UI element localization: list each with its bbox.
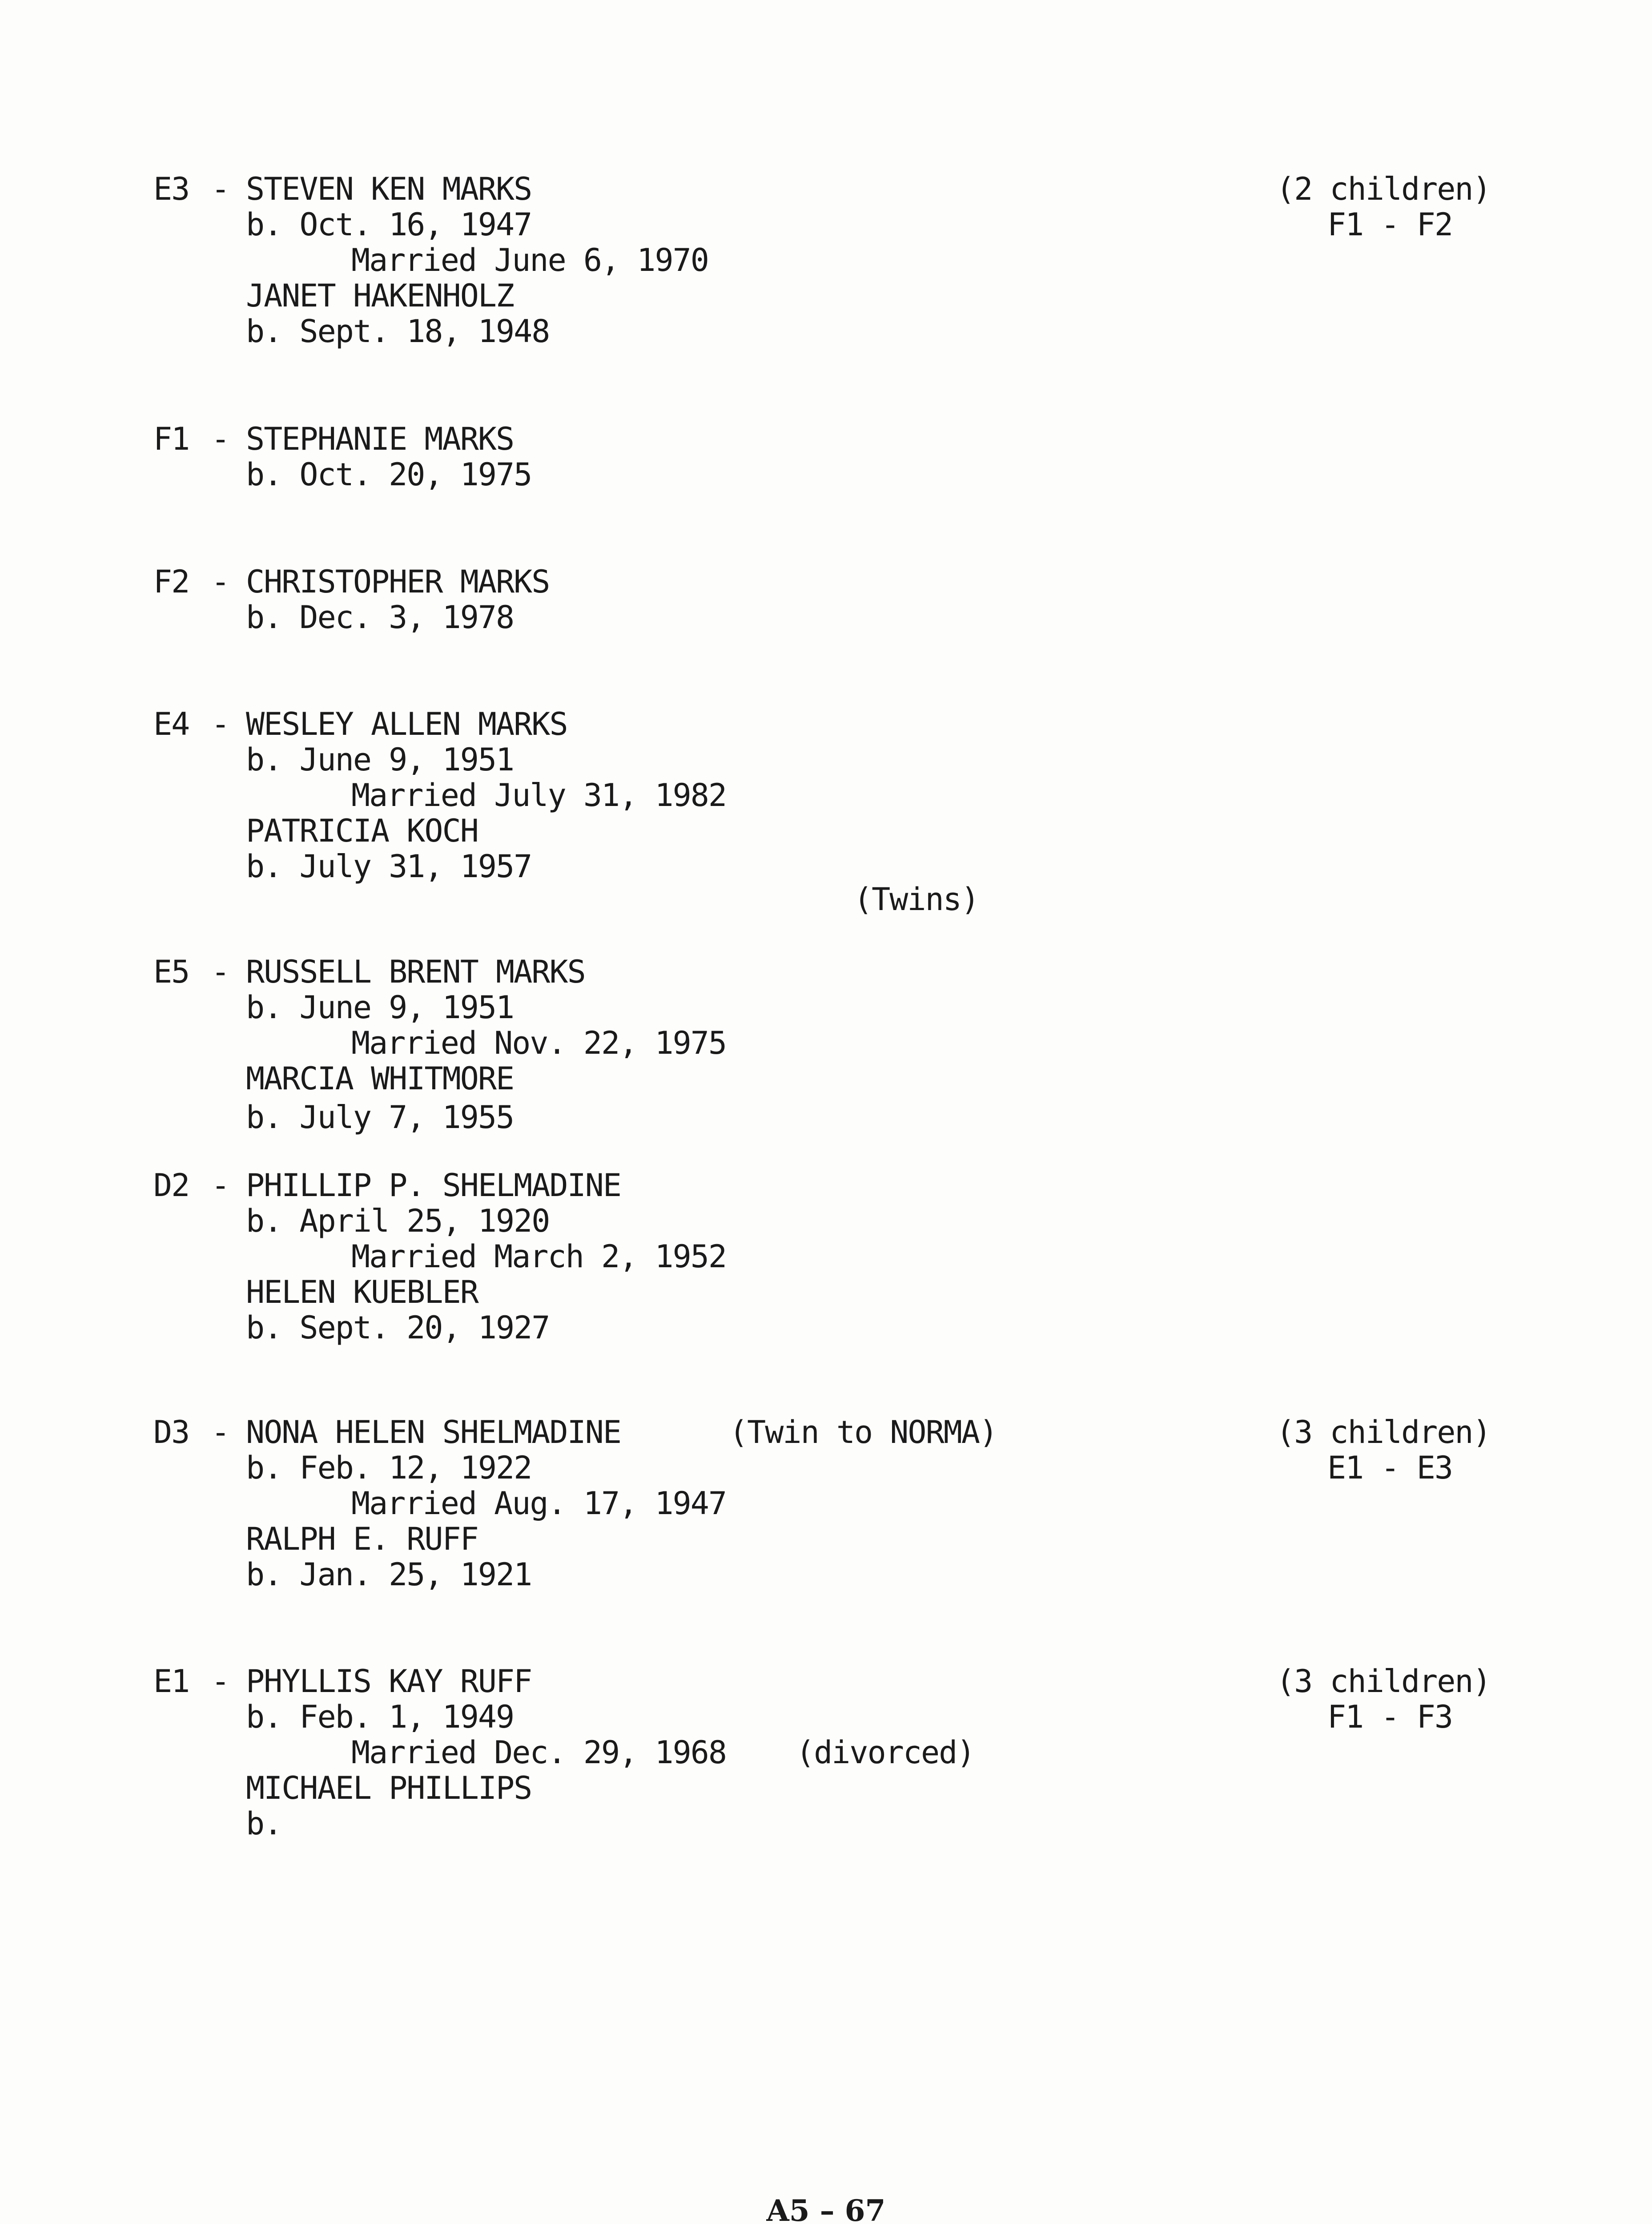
spouse-birth: b. Sept. 20, 1927 [246,1309,550,1346]
entry-id: D2 [153,1167,189,1204]
entry-id: E1 [153,1663,189,1700]
entry-name: STEPHANIE MARKS [246,421,514,457]
entry-dash: - [211,1167,229,1204]
entry-dash: - [211,954,229,990]
entry-birth: b. Oct. 20, 1975 [246,456,532,493]
spouse-birth: b. Jan. 25, 1921 [246,1556,532,1593]
entry-id: E3 [153,171,189,207]
entry-name: STEVEN KEN MARKS [246,171,532,207]
entry-married: Married March 2, 1952 [351,1238,727,1275]
page-number: A5 – 67 [766,2193,886,2224]
entry-married: Married June 6, 1970 [351,242,708,278]
children-range: F1 - F3 [1327,1699,1453,1735]
entry-dash: - [211,1663,229,1700]
entry-name: NONA HELEN SHELMADINE [246,1414,621,1450]
entry-birth: b. Feb. 1, 1949 [246,1699,514,1735]
entry-dash: - [211,564,229,600]
entry-id: F2 [153,564,189,600]
children-range: E1 - E3 [1327,1450,1453,1486]
entry-married: Married July 31, 1982 [351,777,727,814]
twin-note: (Twin to NORMA) [729,1414,997,1450]
children-range: F1 - F2 [1327,206,1453,243]
children-count: (3 children) [1276,1663,1491,1700]
spouse-birth: b. July 31, 1957 [246,848,532,885]
entry-name: CHRISTOPHER MARKS [246,564,550,600]
entry-name: PHILLIP P. SHELMADINE [246,1167,621,1204]
divorced-note: (divorced) [796,1734,975,1771]
spouse-birth: b. [246,1805,282,1842]
entry-name: RUSSELL BRENT MARKS [246,954,585,990]
entry-birth: b. April 25, 1920 [246,1203,550,1239]
entry-birth: b. Oct. 16, 1947 [246,206,532,243]
entry-spouse: MARCIA WHITMORE [246,1060,514,1097]
entry-id: D3 [153,1414,189,1450]
entry-spouse: RALPH E. RUFF [246,1521,478,1557]
entry-dash: - [211,171,229,207]
entry-birth: b. June 9, 1951 [246,989,514,1026]
entry-dash: - [211,1414,229,1450]
entry-id: E4 [153,706,189,742]
entry-birth: b. Feb. 12, 1922 [246,1450,532,1486]
spouse-birth: b. July 7, 1955 [246,1099,514,1136]
entry-spouse: MICHAEL PHILLIPS [246,1770,532,1806]
children-count: (3 children) [1276,1414,1491,1450]
entry-name: WESLEY ALLEN MARKS [246,706,567,742]
entry-married: Married Dec. 29, 1968 [351,1734,727,1771]
entry-id: E5 [153,954,189,990]
entry-spouse: HELEN KUEBLER [246,1274,478,1310]
entry-spouse: JANET HAKENHOLZ [246,278,514,314]
entry-married: Married Nov. 22, 1975 [351,1025,727,1061]
entry-married: Married Aug. 17, 1947 [351,1485,727,1522]
entry-id: F1 [153,421,189,457]
entry-dash: - [211,706,229,742]
entry-dash: - [211,421,229,457]
entry-spouse: PATRICIA KOCH [246,813,478,849]
entry-birth: b. June 9, 1951 [246,741,514,778]
spouse-birth: b. Sept. 18, 1948 [246,313,550,350]
entry-name: PHYLLIS KAY RUFF [246,1663,532,1700]
entry-birth: b. Dec. 3, 1978 [246,599,514,636]
twins-note: (Twins) [854,881,979,918]
children-count: (2 children) [1276,171,1491,207]
